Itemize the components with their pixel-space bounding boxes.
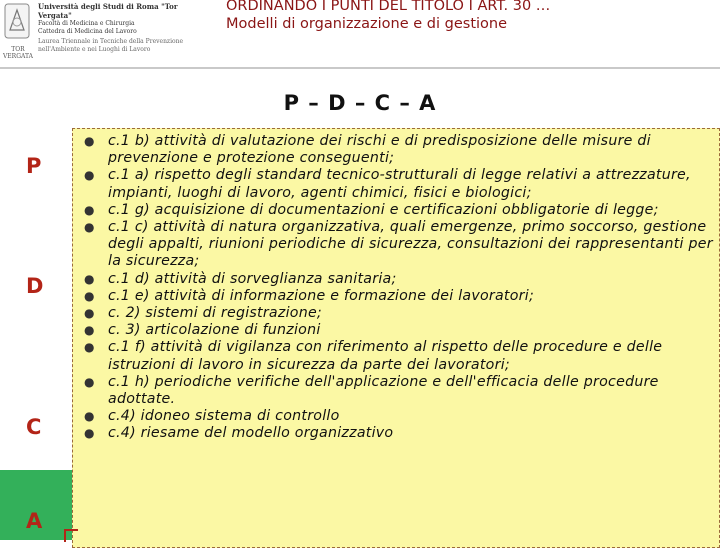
list-item: ● c.1 b) attività di valutazione dei rischi e di predisposizione delle misure di prevenzione e protezione conseguenti; <box>84 133 651 167</box>
bullet-icon: ● <box>84 202 95 217</box>
bullet-icon: ● <box>84 134 95 148</box>
list-item: ● c.1 f) attività di vigilanza con riferimento al rispetto delle procedure e delle istruzioni di lavoro in sicurezza da parte dei lavoratori; <box>84 339 663 373</box>
bullet-icon: ● <box>84 288 95 303</box>
faculty-name: Facoltà di Medicina e Chirurgia <box>38 20 135 27</box>
letter-a: A <box>26 509 43 533</box>
header-title-line2: Modelli di organizzazione e di gestione <box>226 16 508 32</box>
bullet-icon: ● <box>84 220 95 235</box>
bullet-icon: ● <box>84 323 95 338</box>
seal-caption: TOR VERGATA <box>2 46 34 60</box>
bullet-icon: ● <box>84 426 95 441</box>
bullet-icon: ● <box>84 340 95 355</box>
university-seal-icon <box>2 2 32 42</box>
degree-name-1: Laurea Triennale in Tecniche della Prevenzione <box>38 38 184 45</box>
degree-name-2: nell'Ambiente e nei Luoghi di Lavoro <box>38 45 151 53</box>
bullet-icon: ● <box>84 374 95 389</box>
header-title-line1: ORDINANDO I PUNTI DEL TITOLO I ART. 30 … <box>226 0 551 14</box>
university-name: Università degli Studi di Roma "Tor Vergata" <box>38 2 178 20</box>
slide-title: P – D – C – A <box>283 91 437 115</box>
list-item: ● c. 3) articolazione di funzioni <box>84 322 321 339</box>
bullet-list <box>73 133 713 443</box>
bullet-icon: ● <box>84 306 95 321</box>
university-logo <box>0 0 215 62</box>
list-item: ● c. 2) sistemi di registrazione; <box>84 305 322 322</box>
university-name-block <box>38 2 213 53</box>
list-item: ● c.1 e) attività di informazione e formazione dei lavoratori; <box>84 287 534 304</box>
list-item: ● c.4) idoneo sistema di controllo <box>84 408 340 425</box>
pdca-letter-column <box>0 128 72 540</box>
bullet-icon: ● <box>84 409 95 424</box>
header-title <box>226 0 550 33</box>
list-item: ● c.1 d) attività di sorveglianza sanitaria; <box>84 270 397 287</box>
list-item: ● c.1 h) periodiche verifiche dell'applicazione e dell'efficacia delle procedure adottate. <box>84 373 659 408</box>
letter-c: C <box>26 415 42 439</box>
list-item: ● c.1 a) rispetto degli standard tecnico-strutturali di legge relativi a attrezzature, impianti, luoghi di lavoro, agenti chimici, fisici e biologici; <box>84 167 691 201</box>
list-item: ● c.4) riesame del modello organizzativo <box>84 425 394 442</box>
header-divider <box>0 67 720 69</box>
department-name: Cattedra di Medicina del Lavoro <box>38 27 137 35</box>
list-item: ● c.1 c) attività di natura organizzativa, quali emergenze, primo soccorso, gestione degli appalti, riunioni periodiche di sicurezza, consultazioni dei rappresentanti per la sicurezza; <box>84 219 713 270</box>
list-item: ● c.1 g) acquisizione di documentazioni e certificazioni obbligatorie di legge; <box>84 201 659 218</box>
content-panel <box>72 128 720 548</box>
bullet-icon: ● <box>84 168 95 183</box>
bracket-marker <box>64 529 78 542</box>
letter-p: P <box>26 154 42 178</box>
letter-d: D <box>26 274 44 298</box>
bullet-icon: ● <box>84 271 95 286</box>
